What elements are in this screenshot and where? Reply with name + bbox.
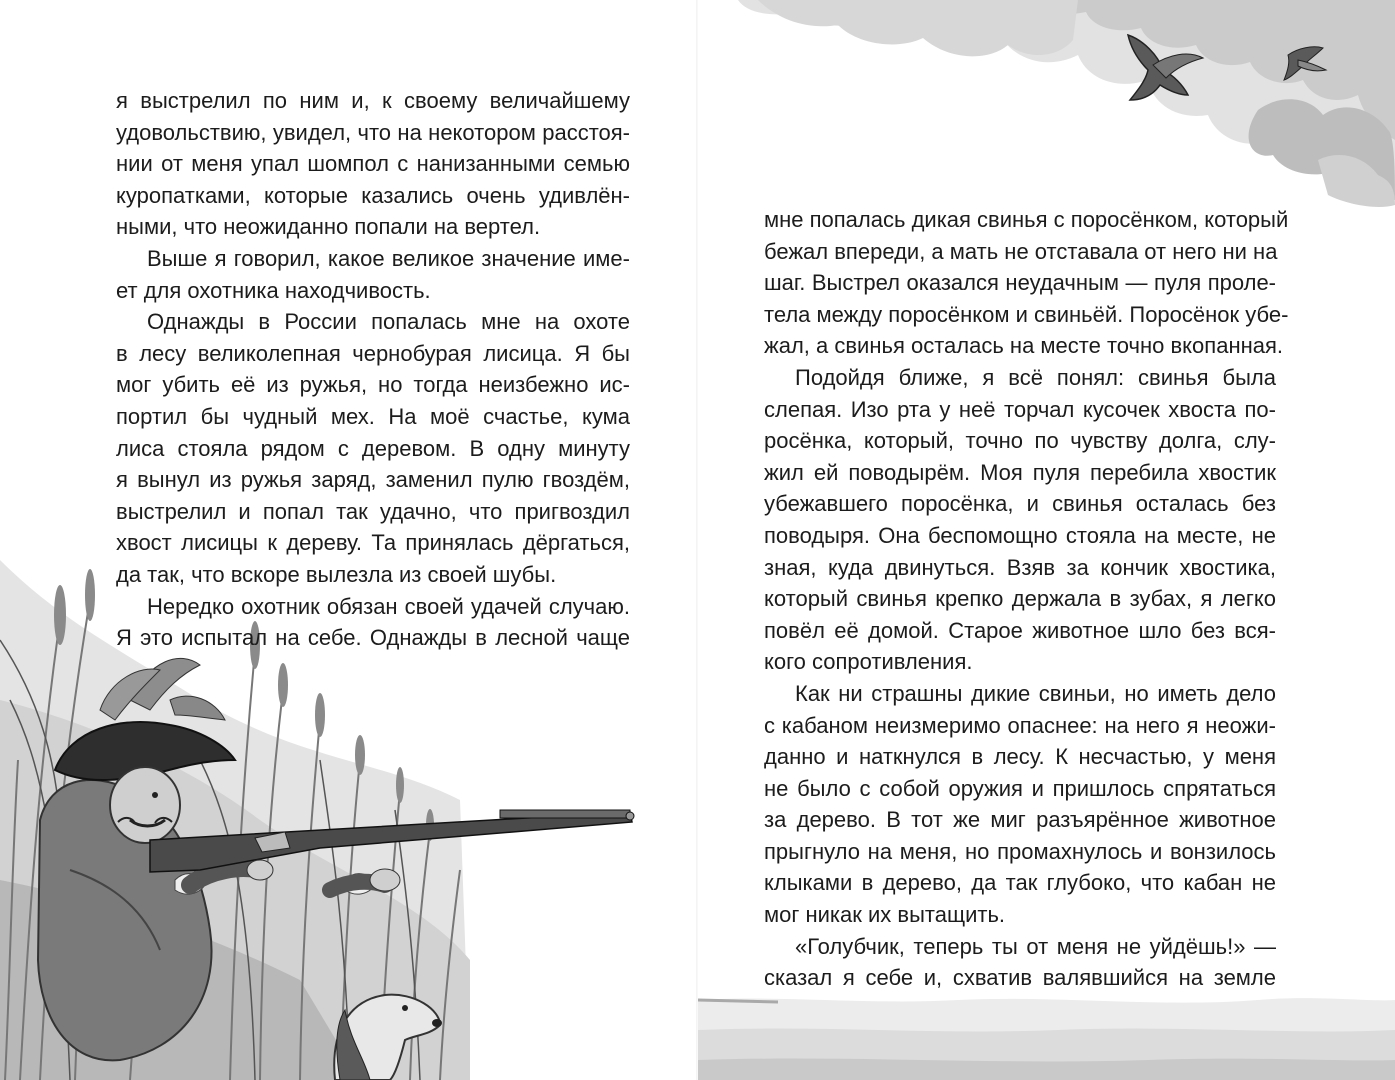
text-line: мне попалась дикая свинья с поросёнком, который (764, 207, 1289, 232)
text-line: росёнка, который, точно по чувству долга, слу- (764, 428, 1276, 454)
text-line: шаг. Выстрел оказался неудачным — пуля проле- (764, 270, 1276, 296)
text-line: данно и наткнулся в лесу. К несчастью, у меня (764, 744, 1276, 770)
text-line: мог убить её из ружья, но тогда неизбежно ис- (116, 372, 630, 398)
shoreline (698, 998, 1395, 1080)
text-line: кого сопротивления. (764, 649, 973, 675)
text-line: клыками в дерево, да так глубоко, что кабан не (764, 870, 1276, 896)
text-line: удовольствию, увидел, что на некотором расстоя- (116, 119, 630, 145)
text-line: который свинья крепко держала в зубах, я легко (764, 586, 1276, 612)
text-line: сказал я себе и, схватив валявшийся на земле (764, 965, 1276, 991)
text-line: жил ей поводырём. Моя пуля перебила хвостик (764, 459, 1276, 485)
text-line: прыгнуло на меня, но промахнулось и вонзилось (764, 838, 1276, 864)
left-page-text (116, 85, 630, 654)
text-line: в лесу великолепная чернобурая лисица. Я бы (116, 340, 630, 366)
text-line: убежавшего поросёнка, и свинья осталась без (764, 491, 1276, 517)
text-line: куропатками, которые казались очень удивлён- (116, 182, 630, 208)
text-line: портил бы чудный мех. На моё счастье, кума (116, 403, 630, 429)
text-line: мог никак их вытащить. (764, 902, 1006, 928)
text-line: Нередко охотник обязан своей удачей случаю. (147, 593, 630, 619)
text-line: ными, что неожиданно попали на вертел. (116, 214, 541, 240)
text-line: да так, что вскоре вылезла из своей шубы. (116, 561, 557, 587)
text-line: слепая. Изо рта у неё торчал кусочек хвоста по- (764, 396, 1276, 422)
text-line: с кабаном неизмеримо опаснее: на него я неожи- (764, 712, 1276, 738)
text-line: выстрелил и попал так удачно, что пригвоздил (116, 498, 630, 524)
text-line: ет для охотника находчивость. (116, 277, 431, 303)
text-line: зная, куда двинуться. Взяв за кончик хвостика, (764, 554, 1276, 580)
text-line: Однажды в России попалась мне на охоте (147, 309, 630, 335)
text-line: Я это испытал на себе. Однажды в лесной чаще (116, 625, 630, 651)
text-line: нии от меня упал шомпол с нанизанными семью (116, 151, 630, 177)
text-line: не было с собой оружия и пришлось спрятаться (764, 775, 1276, 801)
text-line: «Голубчик, теперь ты от меня не уйдёшь!» — (795, 933, 1276, 959)
text-line: Как ни страшны дикие свиньи, но иметь дело (795, 680, 1276, 706)
text-line: Выше я говорил, какое великое значение име- (147, 245, 630, 271)
text-line: тела между поросёнком и свиньёй. Поросёнок убе- (764, 301, 1289, 327)
text-line: лиса стояла рядом с деревом. В одну минуту (116, 435, 630, 461)
text-line: я вынул из ружья заряд, заменил пулю гвоздём, (116, 467, 630, 493)
text-line: повёл её домой. Старое животное шло без вся- (764, 617, 1276, 643)
text-line: хвост лисицы к дереву. Та принялась дёргаться, (116, 530, 630, 556)
text-line: жал, а свинья осталась на месте точно вкопанная. (764, 333, 1283, 359)
text-line: я выстрелил по ним и, к своему величайшему (116, 88, 630, 113)
text-line: за дерево. В тот же миг разъярённое животное (764, 807, 1276, 833)
right-page (698, 0, 1395, 1080)
right-page-text (764, 204, 1289, 994)
text-line: поводыря. Она беспомощно стояла на месте, не (764, 522, 1276, 548)
clouds (698, 0, 1395, 207)
text-line: бежал впереди, а мать не отставала от него ни на (764, 238, 1278, 264)
left-page (0, 0, 697, 1080)
text-line: Подойдя ближе, я всё понял: свинья была (795, 364, 1276, 390)
